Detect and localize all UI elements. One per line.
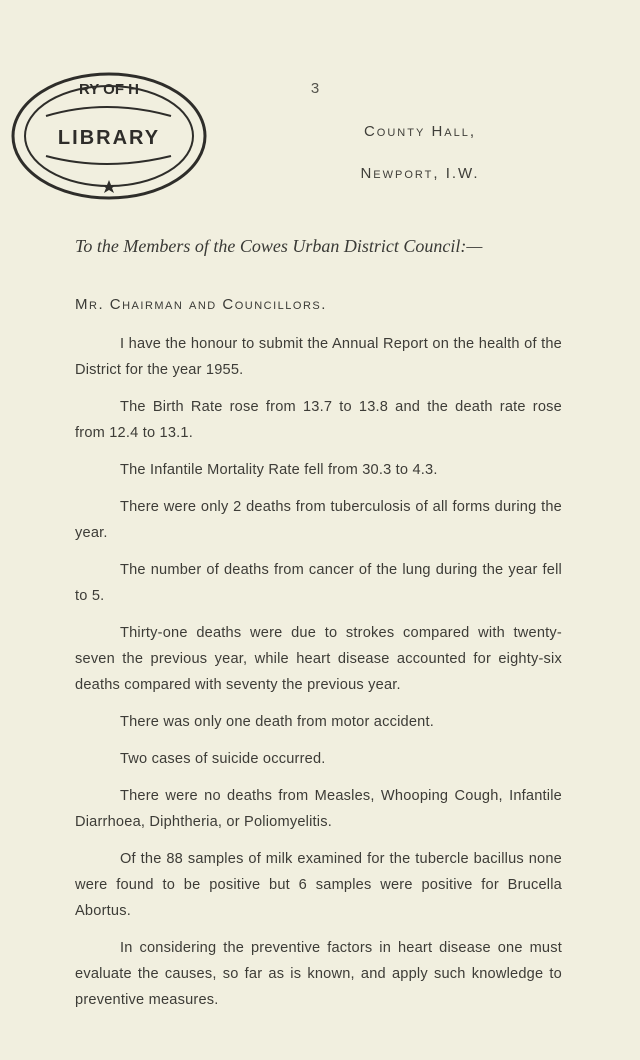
report-body bbox=[75, 331, 562, 1024]
address-line-2: Newport, I.W. bbox=[360, 165, 480, 182]
salutation: To the Members of the Cowes Urban District Council:— bbox=[75, 236, 483, 256]
paragraph: The Birth Rate rose from 13.7 to 13.8 and the death rate rose from 12.4 to 13.1. bbox=[75, 399, 562, 441]
stamp-star-icon bbox=[102, 180, 116, 193]
paragraph: There was only one death from motor accident. bbox=[120, 714, 435, 730]
paragraph: The number of deaths from cancer of the lung during the year fell to 5. bbox=[75, 562, 562, 604]
paragraph: There were only 2 deaths from tuberculosis of all forms during the year. bbox=[75, 499, 562, 541]
greeting: Mr. Chairman and Councillors. bbox=[75, 296, 327, 313]
paragraph: Thirty-one deaths were due to strokes compared with twenty-seven the previous year, while heart disease accounted for eighty-six deaths compared with seventy the previous year. bbox=[75, 625, 562, 693]
paragraph: Two cases of suicide occurred. bbox=[120, 751, 326, 767]
paragraph: I have the honour to submit the Annual Report on the health of the District for the year 1955. bbox=[75, 336, 562, 378]
stamp-top-text: RY OF H bbox=[78, 81, 140, 98]
address-line-1: County Hall, bbox=[363, 123, 477, 140]
stamp-center-text: LIBRARY bbox=[57, 127, 161, 149]
paragraph: There were no deaths from Measles, Whooping Cough, Infantile Diarrhoea, Diphtheria, or Poliomyelitis. bbox=[75, 788, 562, 830]
library-stamp bbox=[6, 68, 212, 204]
paragraph: Of the 88 samples of milk examined for the tubercle bacillus none were found to be positive but 6 samples were positive for Brucella Abortus. bbox=[75, 851, 562, 919]
page-number: 3 bbox=[310, 80, 320, 97]
paragraph: The Infantile Mortality Rate fell from 30.3 to 4.3. bbox=[120, 462, 438, 478]
paragraph: In considering the preventive factors in heart disease one must evaluate the causes, so far as is known, and apply such knowledge to preventive measures. bbox=[75, 940, 562, 1008]
